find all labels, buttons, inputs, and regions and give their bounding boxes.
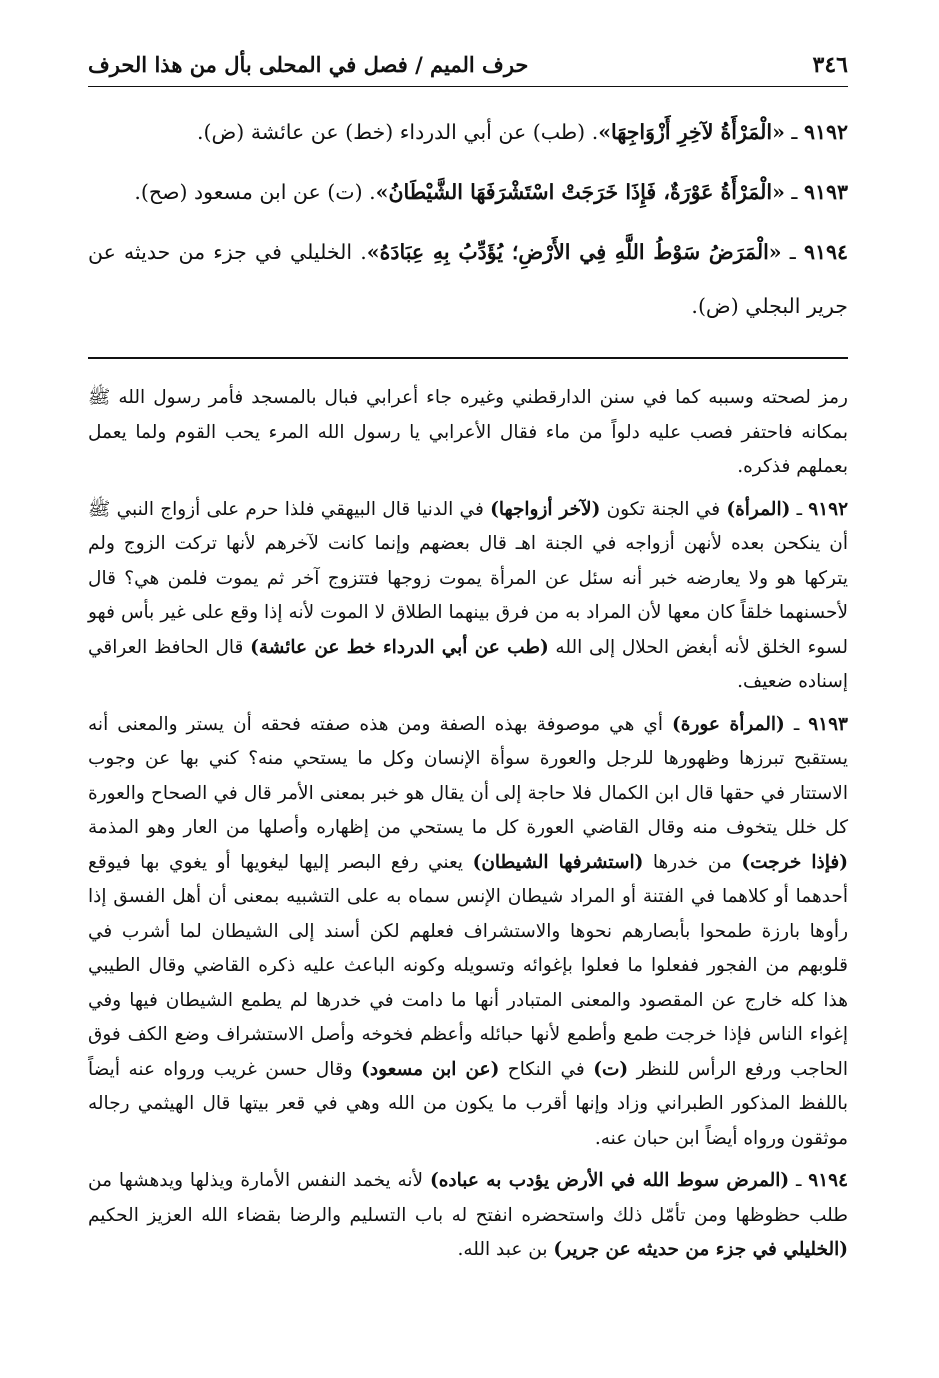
hadith-entry: ٩١٩٤ ـ «الْمَرَضُ سَوْطُ اللَّهِ فِي الأَرْضِ؛ يُؤَدِّبُ بِهِ عِبَادَهُ». الخليلي في جزء من حديثه عن جرير البجلي (ض). <box>88 240 848 318</box>
commentary-text: وقال حسن غريب ورواه عنه أيضاً باللفظ المذكور الطبراني وزاد وإنها أقرب ما يكون من الله وهي في قعر بيتها قال الهيثمي رجاله موثقون ورواه أيضاً ابن حبان عنه. <box>88 1058 848 1149</box>
source-citation: (ت) <box>593 1058 629 1080</box>
commentary-text: قال الحافظ العراقي إسناده ضعيف. <box>88 636 848 692</box>
commentary-text: في الدنيا قال البيهقي فلذا حرم على أزواج النبي ﷺ أن ينكحن بعده لأنهن أزواجه في الجنة اهـ قال بعضهم وإنما كانت لآخرهم لأنها تركت الزوج ولم يتركها هو ولا يعارضه خبر أنه سئل عن المرأة يموت زوجها فتتزوج آخر ثم يموت فلمن هي؟ قال لأحسنهما خلقاً كان معها لأن المراد به من فرق بينهما الطلاق لا الموت لأنه إذا وقع على غير بأس فهو لسوء الخلق لأنه أبغض الحلال إلى الله <box>88 498 848 658</box>
commentary-number: ٩١٩٤ <box>808 1170 849 1191</box>
hadith-text: «الْمَرَضُ سَوْطُ اللَّهِ فِي الأَرْضِ؛ يُؤَدِّبُ بِهِ عِبَادَهُ» <box>366 240 782 264</box>
hadith-source: الخليلي في جزء من حديثه عن جرير البجلي (ض). <box>88 240 848 318</box>
commentary-9193: ٩١٩٣ ـ (المرأة عورة) أي هي موصوفة بهذه الصفة ومن هذه صفته فحقه أن يستر والمعنى أنه يستقبح تبرزها وظهورها للرجل والعورة سوأة الإنسان وكل ما يستحي منه؟ كني بها عن وجوب الاستتار في حقها قال ابن الكمال فلا حاجة إلى أن يقال هو خبر بمعنى الأمر قال في الصحاح والعورة كل خلل يتخوف منه وقال القاضي العورة كل ما يستحي من إظهاره وأصلها من العار وهو المذمة (فإذا خرجت) من خدرها (استشرفها الشيطان) يعني رفع البصر إليها ليغويها أو يغوي بها فيوقع أحدهما أو كلاهما في الفتنة أو المراد شيطان الإنس سماه به على التشبيه بمعنى أن أهل الفسق إذا رأوها بارزة طمحوا بأبصارهم نحوها والاستشراف فعلهم لكن أسند إلى الشيطان لما أشرب في قلوبهم من الفجور ففعلوا ما فعلوا بإغوائه وتسويله وكونه الباعث عليه ذكره القاضي وقال الطيبي هذا كله خارج عن المقصود والمعنى المتبادر أنها ما دامت في خدرها لم يطمع الشيطان فيها وفي إغواء الناس فإذا خرجت طمع وأطمع لأنها حبائله وأعظم فخوخه وأصل الاستشراف وضع الكف فوق الحاجب ورفع الرأس للنظر (ت) في النكاح (عن ابن مسعود) وقال حسن غريب ورواه عنه أيضاً باللفظ المذكور الطبراني وزاد وإنها أقرب ما يكون من الله وهي في قعر بيتها قال الهيثمي رجاله موثقون ورواه أيضاً ابن حبان عنه. <box>88 713 849 1149</box>
book-page <box>88 50 848 1276</box>
quoted-phrase: (استشرفها الشيطان) <box>472 851 644 873</box>
quoted-phrase: (فإذا خرجت) <box>741 851 849 873</box>
commentary-9194: ٩١٩٤ ـ (المرض سوط الله في الأرض يؤدب به عباده) لأنه يخمد النفس الأمارة ويذلها ويدهشها من طلب حظوظها ومن تأمّل ذلك واستحضره انفتح له باب التسليم والرضا بقضاء الله العزيز الحكيم (الخليلي في جزء من حديثه عن جرير) بن عبد الله. <box>88 1170 849 1260</box>
quoted-phrase: (المرأة) <box>726 498 791 520</box>
commentary-intro: رمز لصحته وسببه كما في سنن الدارقطني وغيره جاء أعرابي فبال بالمسجد فأمر رسول الله ﷺ بمكانه فاحتفر فصب عليه دلواً من ماء فقال الأعرابي يا رسول الله المرء يحب القوم ولما يعمل بعملهم فذكره. <box>88 387 848 477</box>
source-citation: (الخليلي في جزء من حديثه عن جرير) <box>553 1239 848 1260</box>
commentary-number: ٩١٩٢ <box>808 498 849 520</box>
chapter-title: حرف الميم / فصل في المحلى بأل من هذا الحرف <box>88 52 529 77</box>
hadith-number: ٩١٩٢ <box>803 120 848 144</box>
page-number: ٣٤٦ <box>812 52 848 78</box>
hadith-source: (ت) عن ابن مسعود (صح). <box>134 180 363 204</box>
commentary-text: بن عبد الله. <box>457 1239 554 1260</box>
hadith-source: (طب) عن أبي الدرداء (خط) عن عائشة (ض). <box>197 120 586 144</box>
section-divider <box>88 357 848 359</box>
quoted-phrase: (لآخر أزواجها) <box>490 498 601 520</box>
commentary-text: لأنه يخمد النفس الأمارة ويذلها ويدهشها من طلب حظوظها ومن تأمّل ذلك واستحضره انفتح له باب التسليم والرضا بقضاء الله العزيز الحكيم <box>88 1170 848 1226</box>
commentary-text: في الجنة تكون <box>600 498 727 520</box>
hadith-entry: ٩١٩٢ ـ «الْمَرْأَةُ لآخِرِ أَزْوَاجِهَا». (طب) عن أبي الدرداء (خط) عن عائشة (ض). <box>197 120 848 144</box>
commentary-9192: ٩١٩٢ ـ (المرأة) في الجنة تكون (لآخر أزواجها) في الدنيا قال البيهقي فلذا حرم على أزواج النبي ﷺ أن ينكحن بعده لأنهن أزواجه في الجنة اهـ قال بعضهم وإنما كانت لآخرهم لأنها تركت الزوج ولم يتركها هو ولا يعارضه خبر أنه سئل عن المرأة يموت زوجها فتتزوج آخر ثم يموت فلمن هي؟ قال لأحسنهما خلقاً كان معها لأن المراد به من فرق بينهما الطلاق لا الموت لأنه إذا وقع على غير بأس فهو لسوء الخلق لأنه أبغض الحلال إلى الله (طب عن أبي الدرداء خط عن عائشة) قال الحافظ العراقي إسناده ضعيف. <box>88 498 849 692</box>
quoted-phrase: (المرأة عورة) <box>672 713 785 735</box>
hadith-text: «الْمَرْأَةُ عَوْرَةٌ، فَإِذَا خَرَجَتْ اسْتَشْرَفَهَا الشَّيْطَانُ» <box>375 180 785 204</box>
commentary-text: أي هي موصوفة بهذه الصفة ومن هذه صفته فحقه أن يستر والمعنى أنه يستقبح تبرزها وظهورها للرجل والعورة سوأة الإنسان وكل ما يستحي منه؟ كني بها عن وجوب الاستتار في حقها قال ابن الكمال فلا حاجة إلى أن يقال هو خبر بمعنى الأمر قال في الصحاح والعورة كل خلل يتخوف منه وقال القاضي العورة كل ما يستحي من إظهاره وأصلها من العار وهو المذمة <box>88 713 848 838</box>
commentary-text: من خدرها <box>643 851 742 873</box>
running-header <box>88 50 848 87</box>
commentary-text: يعني رفع البصر إليها ليغويها أو يغوي بها فيوقع أحدهما أو كلاهما في الفتنة أو المراد شيطان الإنس سماه به على التشبيه بمعنى أن أهل الفسق إذا رأوها بارزة طمحوا بأبصارهم نحوها والاستشراف فعلهم لكن أسند إلى الشيطان لما أشرب في قلوبهم من الفجور ففعلوا ما فعلوا بإغوائه وتسويله وكونه الباعث عليه ذكره القاضي وقال الطيبي هذا كله خارج عن المقصود والمعنى المتبادر أنها ما دامت في خدرها لم يطمع الشيطان فيها وفي إغواء الناس فإذا خرجت طمع وأطمع لأنها حبائله وأعظم فخوخه وأصل الاستشراف وضع الكف فوق الحاجب ورفع الرأس للنظر <box>88 851 848 1080</box>
quoted-phrase: (المرض سوط الله في الأرض يؤدب به عباده) <box>429 1170 790 1191</box>
commentary-text: في النكاح <box>499 1058 594 1080</box>
commentary-number: ٩١٩٣ <box>808 713 848 735</box>
source-citation: (طب عن أبي الدرداء خط عن عائشة) <box>250 636 549 658</box>
hadith-number: ٩١٩٣ <box>803 180 848 204</box>
hadith-number: ٩١٩٤ <box>803 240 848 264</box>
hadith-text: «الْمَرْأَةُ لآخِرِ أَزْوَاجِهَا» <box>598 120 785 144</box>
hadith-entry: ٩١٩٣ ـ «الْمَرْأَةُ عَوْرَةٌ، فَإِذَا خَرَجَتْ اسْتَشْرَفَهَا الشَّيْطَانُ». (ت) عن ابن مسعود (صح). <box>134 180 848 204</box>
source-citation: (عن ابن مسعود) <box>361 1058 500 1080</box>
